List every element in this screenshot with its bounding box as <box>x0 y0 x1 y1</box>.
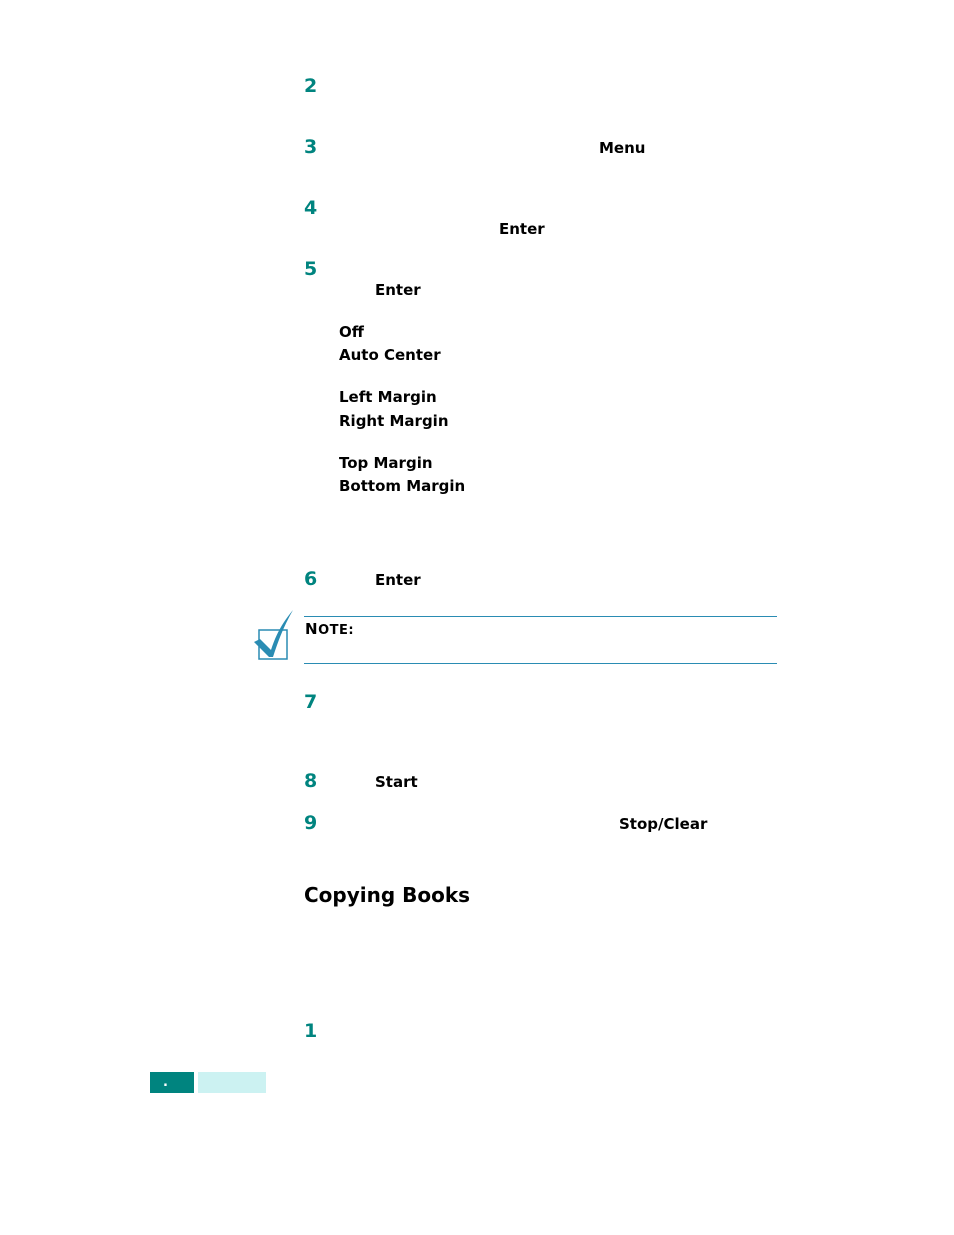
step-number-2: 2 <box>304 75 318 97</box>
footer-page-box <box>150 1072 194 1093</box>
step-number-5: 5 <box>304 258 318 280</box>
step-4-keyword: Enter <box>499 220 545 238</box>
step-3-keyword: Menu <box>599 139 646 157</box>
step-9-keyword: Stop/Clear <box>619 815 708 833</box>
note-label <box>305 622 354 637</box>
checkmark-icon <box>252 608 296 662</box>
step-number-7: 7 <box>304 691 318 713</box>
footer-chapter-box <box>198 1072 266 1093</box>
footer-page-marker: . <box>163 1075 168 1090</box>
option-bottom-margin: Bottom Margin <box>339 477 466 495</box>
step-number-1: 1 <box>304 1020 318 1042</box>
section-title: Copying Books <box>304 883 471 907</box>
step-8-keyword: Start <box>375 773 418 791</box>
option-off: Off <box>339 323 364 341</box>
option-top-margin: Top Margin <box>339 454 433 472</box>
option-left-margin: Left Margin <box>339 388 437 406</box>
step-5-keyword: Enter <box>375 281 421 299</box>
note-bottom-rule <box>304 663 777 664</box>
note-label-initial: N <box>305 620 319 638</box>
option-right-margin: Right Margin <box>339 412 449 430</box>
step-number-3: 3 <box>304 136 318 158</box>
note-top-rule <box>304 616 777 617</box>
option-auto-center: Auto Center <box>339 346 441 364</box>
step-number-6: 6 <box>304 568 318 590</box>
step-number-9: 9 <box>304 812 318 834</box>
note-label-rest: OTE: <box>318 623 355 638</box>
step-number-8: 8 <box>304 770 318 792</box>
step-6-keyword: Enter <box>375 571 421 589</box>
step-number-4: 4 <box>304 197 318 219</box>
